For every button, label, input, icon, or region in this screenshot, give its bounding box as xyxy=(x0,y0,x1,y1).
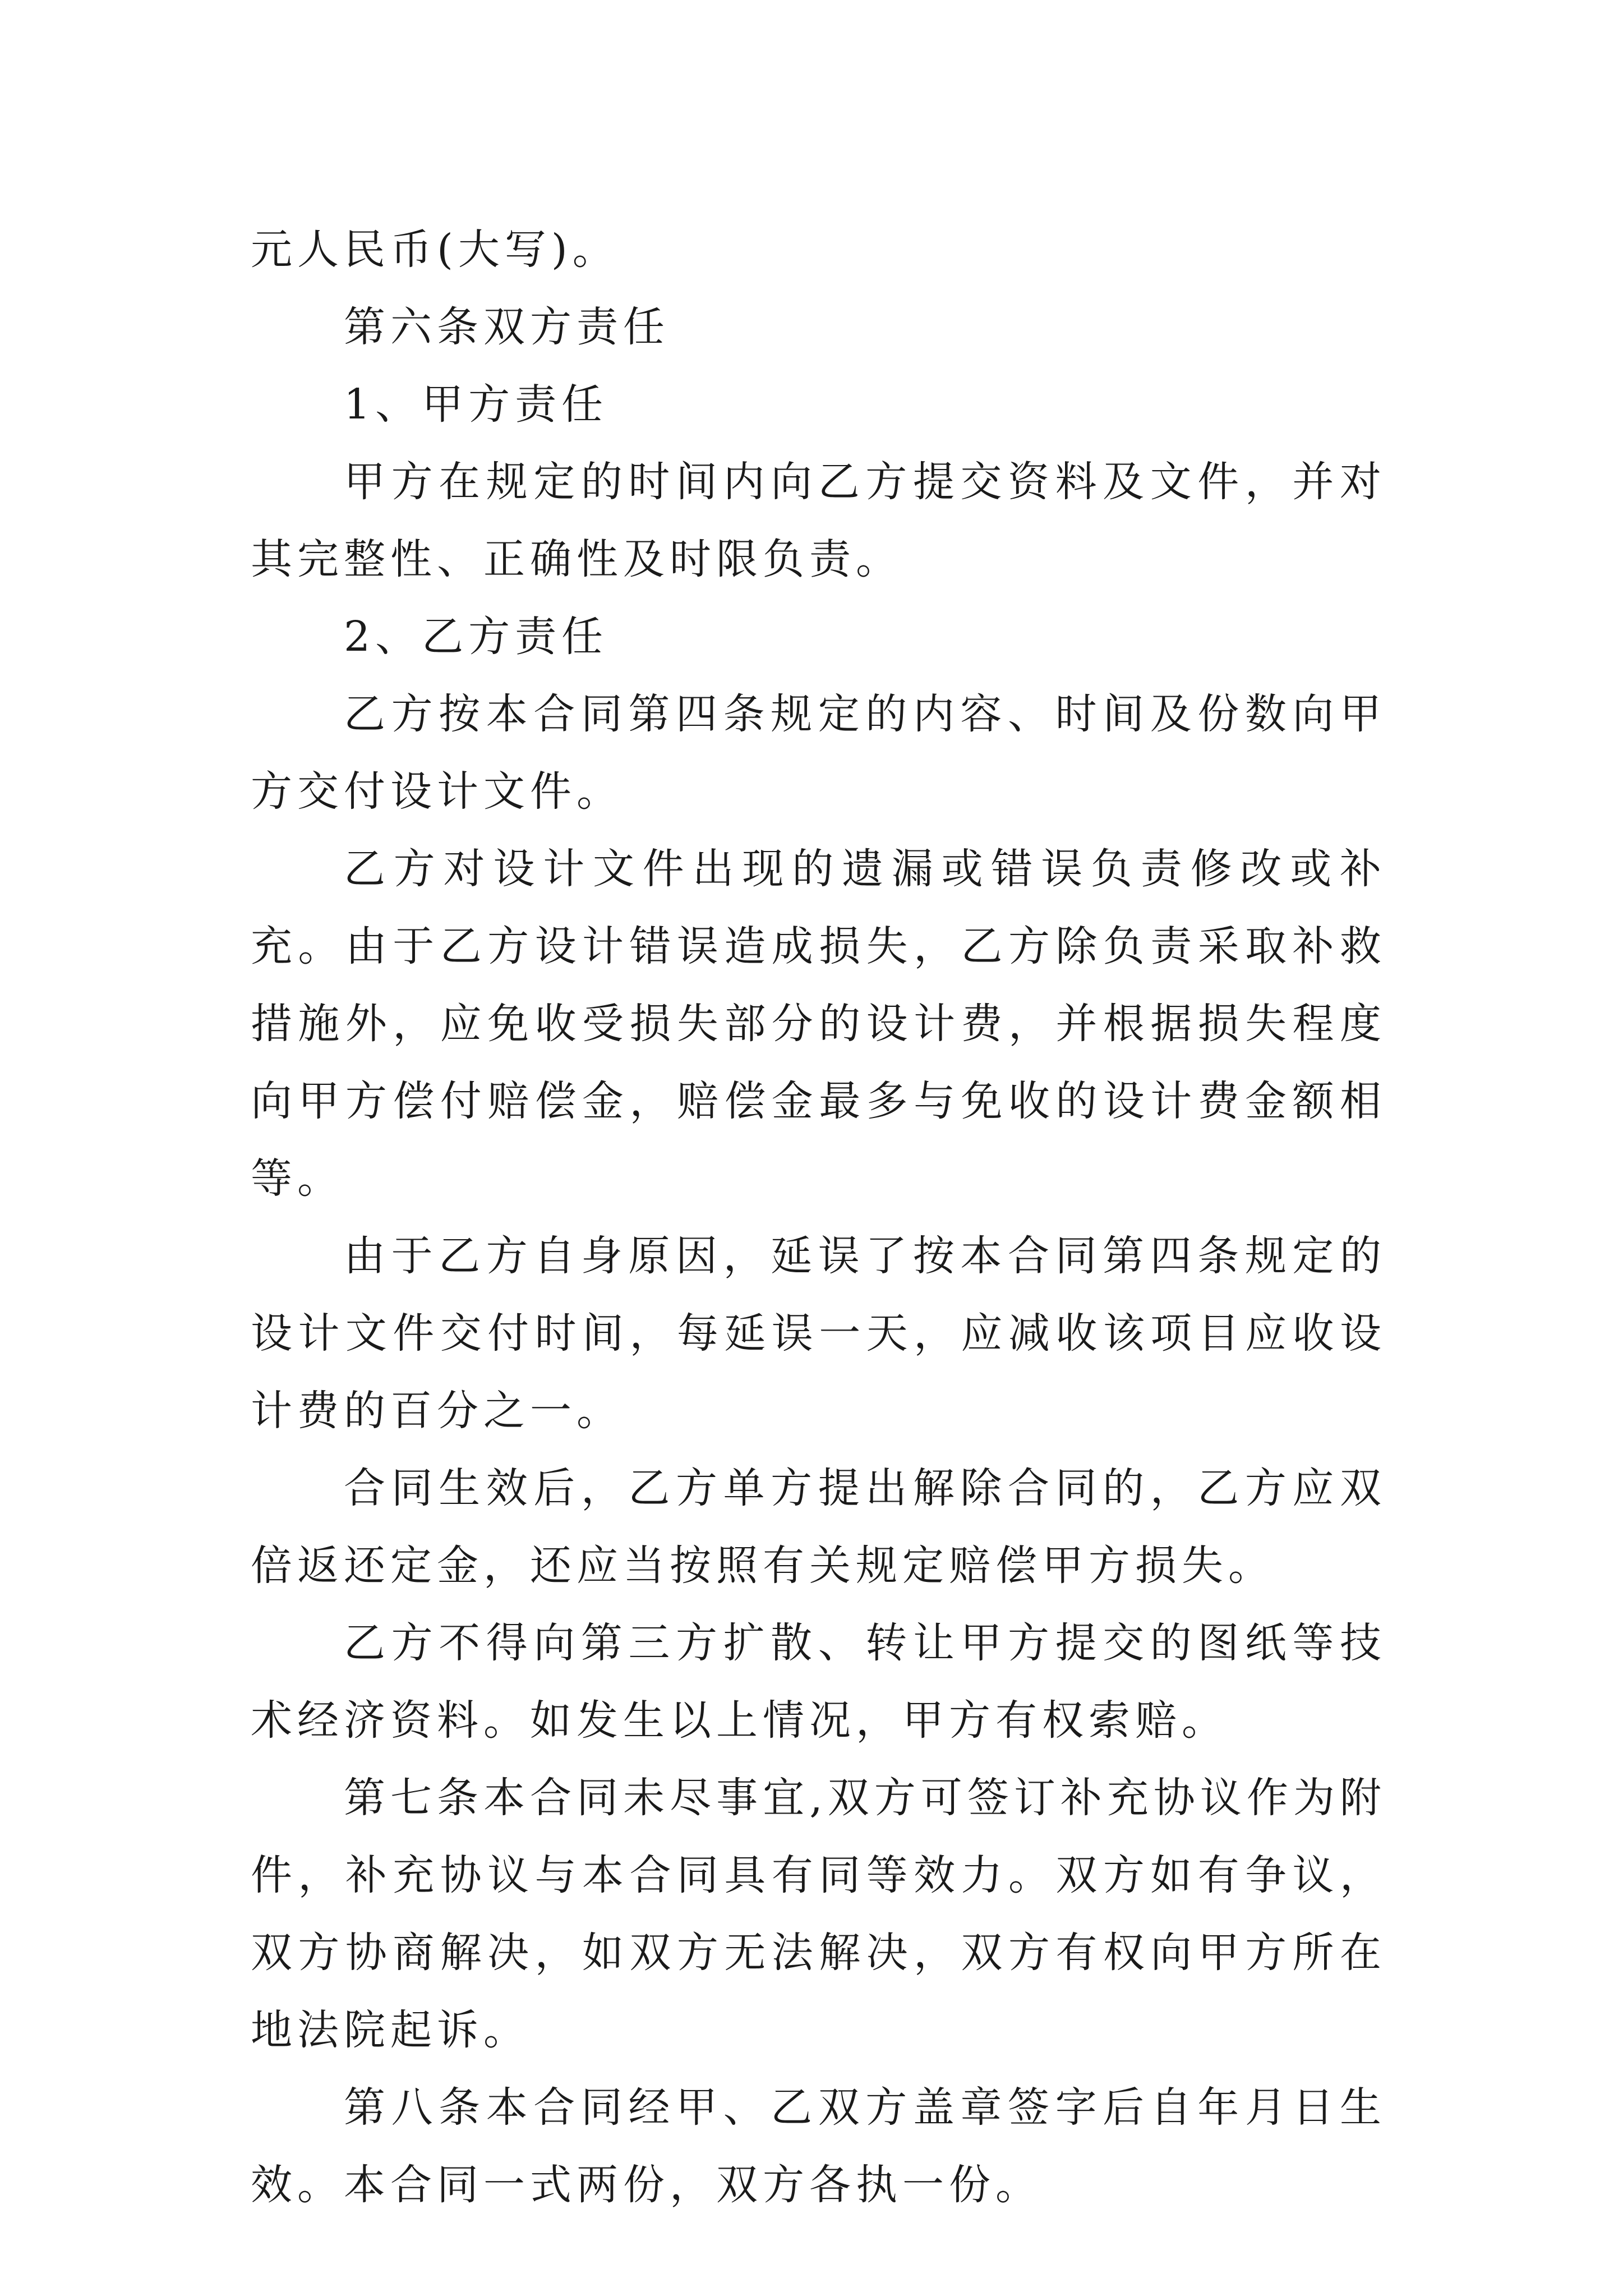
paragraph-article-7: 第七条本合同未尽事宜,双方可签订补充协议作为附件，补充协议与本合同具有同等效力。双方如有争议，双方协商解决，如双方无法解决，双方有权向甲方所在地法院起诉。 xyxy=(251,1774,1386,2054)
paragraph-amount-continuation: 元人民币(大写)。 xyxy=(251,226,619,274)
paragraph-party-b-delivery: 乙方按本合同第四条规定的内容、时间及份数向甲方交付设计文件。 xyxy=(251,690,1386,816)
subheading-party-a-responsibility: 1、甲方责任 xyxy=(344,380,608,429)
subheading-party-b-responsibility: 2、乙方责任 xyxy=(344,613,608,661)
heading-article-6: 第六条双方责任 xyxy=(344,303,670,351)
paragraph-contract-termination: 合同生效后，乙方单方提出解除合同的，乙方应双倍返还定金，还应当按照有关规定赔偿甲方损失。 xyxy=(251,1464,1386,1590)
paragraph-party-a-duty: 甲方在规定的时间内向乙方提交资料及文件，并对其完整性、正确性及时限负责。 xyxy=(251,458,1386,583)
paragraph-confidentiality: 乙方不得向第三方扩散、转让甲方提交的图纸等技术经济资料。如发生以上情况，甲方有权索赔。 xyxy=(251,1619,1386,1745)
paragraph-party-b-delay: 由于乙方自身原因，延误了按本合同第四条规定的设计文件交付时间，每延误一天，应减收该项目应收设计费的百分之一。 xyxy=(251,1232,1386,1435)
paragraph-party-b-errors: 乙方对设计文件出现的遗漏或错误负责修改或补充。由于乙方设计错误造成损失，乙方除负责采取补救措施外，应免收受损失部分的设计费，并根据损失程度向甲方偿付赔偿金，赔偿金最多与免收的设计费金额相等。 xyxy=(251,845,1386,1203)
document-body xyxy=(251,211,1386,2224)
paragraph-article-8: 第八条本合同经甲、乙双方盖章签字后自年月日生效。本合同一式两份，双方各执一份。 xyxy=(251,2083,1386,2209)
